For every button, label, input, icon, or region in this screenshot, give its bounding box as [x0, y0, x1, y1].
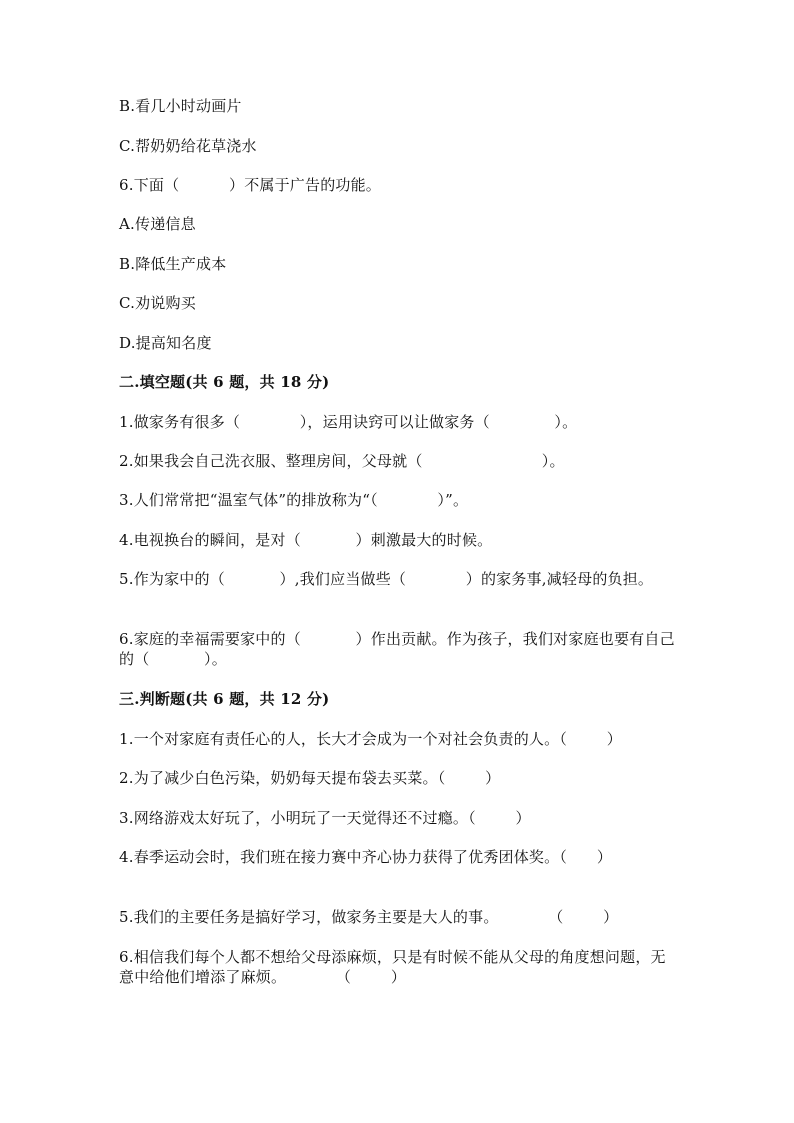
fill-question-6: 6.家庭的幸福需要家中的（ ）作出贡献。作为孩子，我们对家庭也要有自己的（ ）。 [119, 630, 675, 668]
fill-question-1: 1.做家务有很多（ ），运用诀窍可以让做家务（ ）。 [119, 413, 578, 431]
judge-question-4: 4.春季运动会时，我们班在接力赛中齐心协力获得了优秀团体奖。（ ） [119, 848, 613, 866]
choice-q6-option-c: C.劝说购买 [119, 294, 196, 312]
choice-option-b: B.看几小时动画片 [119, 97, 242, 115]
fill-question-3: 3.人们常常把“温室气体”的排放称为“（ ）”。 [119, 491, 469, 509]
choice-option-c: C.帮奶奶给花草浇水 [119, 137, 257, 155]
choice-q6-option-b: B.降低生产成本 [119, 255, 227, 273]
judge-question-3: 3.网络游戏太好玩了，小明玩了一天觉得还不过瘾。（ ） [119, 809, 531, 827]
judge-question-6: 6.相信我们每个人都不想给父母添麻烦，只是有时候不能从父母的角度想问题，无意中给他们增添了麻烦。 （ ） [119, 948, 666, 986]
choice-q6-option-d: D.提高知名度 [119, 334, 212, 352]
judge-section-title: 三.判断题(共 6 题，共 12 分) [119, 690, 330, 708]
fill-section-title: 二.填空题(共 6 题，共 18 分) [119, 373, 330, 391]
fill-question-4: 4.电视换台的瞬间，是对（ ）刺激最大的时候。 [119, 531, 493, 549]
judge-question-2: 2.为了减少白色污染，奶奶每天提布袋去买菜。（ ） [119, 769, 501, 787]
choice-q6-option-a: A.传递信息 [119, 215, 196, 233]
judge-question-5: 5.我们的主要任务是搞好学习，做家务主要是大人的事。 （ ） [119, 908, 619, 926]
choice-question-6: 6.下面（ ）不属于广告的功能。 [119, 176, 381, 194]
fill-question-2: 2.如果我会自己洗衣服、整理房间，父母就（ ）。 [119, 452, 565, 470]
fill-question-5: 5.作为家中的（ ）,我们应当做些（ ）的家务事,减轻母的负担。 [119, 570, 654, 588]
judge-question-1: 1.一个对家庭有责任心的人，长大才会成为一个对社会负责的人。（ ） [119, 730, 622, 748]
